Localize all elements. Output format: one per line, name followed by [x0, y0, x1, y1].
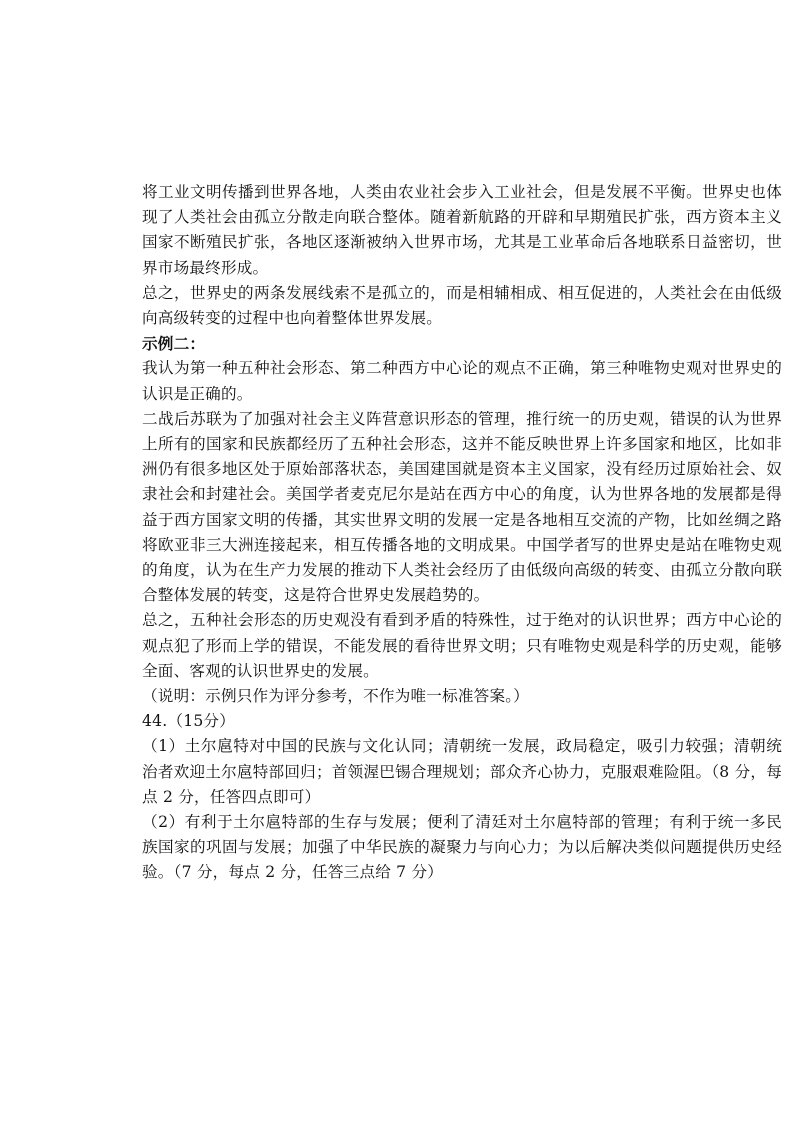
- paragraph-opinion: 我认为第一种五种社会形态、第二种西方中心论的观点不正确，第三种唯物史观对世界史的认识是正确的。: [142, 359, 782, 403]
- paragraph-summary-two: 总之，五种社会形态的历史观没有看到矛盾的特殊性，过于绝对的认识世界；西方中心论的观点犯了形而上学的错误，不能发展的看待世界文明；只有唯物史观是科学的历史观，能够全面、客观的认识世界史的发展。: [142, 611, 782, 680]
- paragraph-industrial-civilization: 将工业文明传播到世界各地，人类由农业社会步入工业社会，但是发展不平衡。世界史也体现了人类社会由孤立分散走向联合整体。随着新航路的开辟和早期殖民扩张，西方资本主义国家不断殖民扩张，各地区逐渐被纳入世界市场，尤其是工业革命后各地联系日益密切，世界市场最终形成。: [142, 183, 782, 277]
- note-paragraph: （说明：示例只作为评分参考，不作为唯一标准答案。）: [142, 687, 530, 706]
- answer-44-part-2: （2）有利于土尔扈特部的生存与发展；便利了清廷对土尔扈特部的管理；有利于统一多民族国家的巩固与发展；加强了中华民族的凝聚力与向心力；为以后解决类似问题提供历史经验。（7 分，每点 2 分，任答三点给 7 分）: [142, 813, 782, 882]
- paragraph-analysis: 二战后苏联为了加强对社会主义阵营意识形态的管理，推行统一的历史观，错误的认为世界上所有的国家和民族都经历了五种社会形态，这并不能反映世界上许多国家和地区，比如非洲仍有很多地区处于原始部落状态，美国建国就是资本主义国家，没有经历过原始社会、奴隶社会和封建社会。美国学者麦克尼尔是站在西方中心的角度，认为世界各地的发展都是得益于西方国家文明的传播，其实世界文明的发展一定是各地相互交流的产物，比如丝绸之路将欧亚非三大洲连接起来，相互传播各地的文明成果。中国学者写的世界史是站在唯物史观的角度，认为在生产力发展的推动下人类社会经历了由低级向高级的转变、由孤立分散向联合整体发展的转变，这是符合世界史发展趋势的。: [142, 409, 782, 605]
- answer-text-block: [142, 180, 782, 886]
- question-44-heading: 44.（15分）: [142, 712, 236, 731]
- answer-44-part-1: （1）土尔扈特对中国的民族与文化认同；清朝统一发展，政局稳定，吸引力较强；清朝统治者欢迎土尔扈特部回归；首领渥巴锡合理规划；部众齐心协力，克服艰难险阻。（8 分，每点 2 分，任答四点即可）: [142, 737, 782, 806]
- paragraph-summary-one: 总之，世界史的两条发展线索不是孤立的，而是相辅相成、相互促进的，人类社会在由低级向高级转变的过程中也向着整体世界发展。: [142, 283, 782, 328]
- example-two-heading: 示例二：: [142, 334, 206, 354]
